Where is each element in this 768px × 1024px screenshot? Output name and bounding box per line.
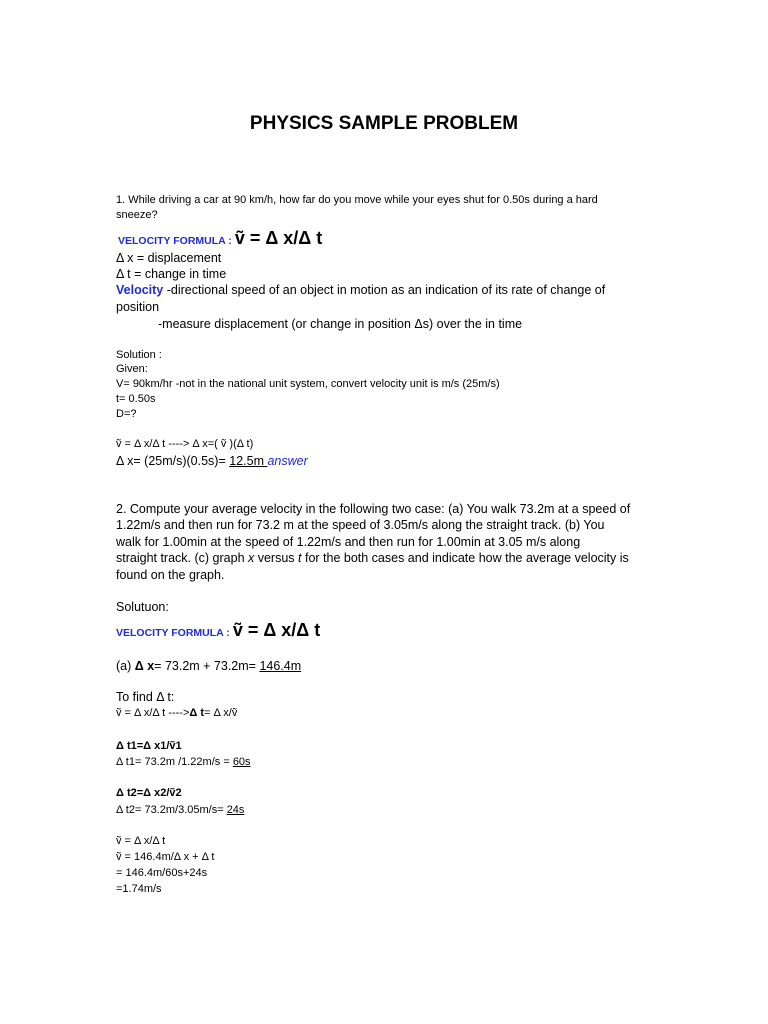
definition-time: Δ t = change in time	[116, 267, 227, 281]
part-a-dx: Δ x	[134, 659, 155, 673]
problem1-question-line1: 1. While driving a car at 90 km/h, how far do you move while your eyes shut for 0.50s during a hard	[116, 194, 598, 206]
final-step-2: ṽ = 146.4m/Δ x + Δ t	[116, 851, 215, 863]
part-a-displacement	[116, 658, 301, 674]
solution-step-2	[116, 453, 308, 469]
q4-var-x: x	[248, 551, 255, 565]
problem2-question-line1: 2. Compute your average velocity in the following two case: (a) You walk 73.2m at a speed of	[116, 502, 631, 516]
t1-expression: Δ t1= 73.2m /1.22m/s =	[116, 756, 233, 768]
velocity-formula-label-2: VELOCITY FORMULA :	[116, 627, 230, 639]
definition-displacement: Δ x = displacement	[116, 251, 222, 265]
part-a-label: (a)	[116, 659, 135, 673]
final-step-3: = 146.4m/60s+24s	[116, 867, 208, 879]
velocity-definition-line3: -measure displacement (or change in position Δs) over the in time	[158, 317, 523, 331]
t1-heading: Δ t1=Δ x1/ṽ1	[116, 740, 182, 752]
solution-label-1: Solution :	[116, 349, 162, 361]
given-label: Given:	[116, 363, 148, 375]
q4-text-e: for the both cases and indicate how the average velocity is	[301, 551, 629, 565]
given-velocity: V= 90km/hr -not in the national unit system, convert velocity unit is m/s (25m/s)	[116, 378, 500, 390]
solution-step-1: ṽ = Δ x/Δ t ----> Δ x=( ṽ )(Δ t)	[116, 438, 254, 450]
t2-result: 24s	[226, 804, 245, 816]
t2-heading: Δ t2=Δ x2/ṽ2	[116, 787, 182, 799]
velocity-term: Velocity	[116, 283, 164, 297]
given-time: t= 0.50s	[116, 393, 156, 405]
final-step-1: ṽ = Δ x/Δ t	[116, 835, 166, 847]
solution-label-2: Solutuon:	[116, 600, 169, 614]
problem2-question-line5: found on the graph.	[116, 568, 225, 582]
page-title: PHYSICS SAMPLE PROBLEM	[249, 113, 519, 134]
final-step-4: =1.74m/s	[116, 883, 162, 895]
problem2-question-line4	[116, 550, 629, 566]
velocity-definition-line2: position	[116, 300, 160, 314]
to-find-equation	[116, 706, 237, 720]
t2-calculation	[116, 803, 244, 817]
velocity-formula-2: ṽ = Δ x/Δ t	[232, 620, 321, 640]
q4-text-c: versus	[254, 551, 299, 565]
velocity-formula-row-2	[116, 619, 320, 644]
q4-text-a: straight track. (c) graph	[116, 551, 248, 565]
velocity-definition-line1	[116, 282, 605, 298]
problem1-question-line2: sneeze?	[116, 209, 158, 221]
problem2-question-line2: 1.22m/s and then run for 73.2 m at the speed of 3.05m/s along the straight track. (b) You	[116, 518, 605, 532]
step2-expression: Δ x= (25m/s)(0.5s)=	[116, 454, 230, 468]
part-a-result: 146.4m	[259, 659, 302, 673]
t1-result: 60s	[232, 756, 251, 768]
velocity-formula-label: VELOCITY FORMULA :	[118, 235, 232, 247]
to-find-eq-b: Δ t	[189, 707, 205, 719]
answer-label: answer	[267, 454, 308, 468]
to-find-dt: To find Δ t:	[116, 690, 175, 704]
velocity-formula-row-1	[118, 227, 322, 252]
q4-var-t: t	[298, 551, 302, 565]
given-distance: D=?	[116, 408, 137, 420]
velocity-definition-text: -directional speed of an object in motion as an indication of its rate of change of	[163, 283, 606, 297]
problem2-question-line3: walk for 1.00min at the speed of 1.22m/s and then run for 1.00min at 3.05 m/s along	[116, 535, 581, 549]
velocity-formula: ṽ = Δ x/Δ t	[234, 228, 323, 248]
part-a-expression: = 73.2m + 73.2m=	[154, 659, 260, 673]
to-find-eq-c: = Δ x/ṽ	[204, 707, 238, 719]
step2-result: 12.5m	[229, 454, 268, 468]
t2-expression: Δ t2= 73.2m/3.05m/s=	[116, 804, 227, 816]
to-find-eq-a: ṽ = Δ x/Δ t ---->	[116, 707, 190, 719]
t1-calculation	[116, 755, 251, 769]
